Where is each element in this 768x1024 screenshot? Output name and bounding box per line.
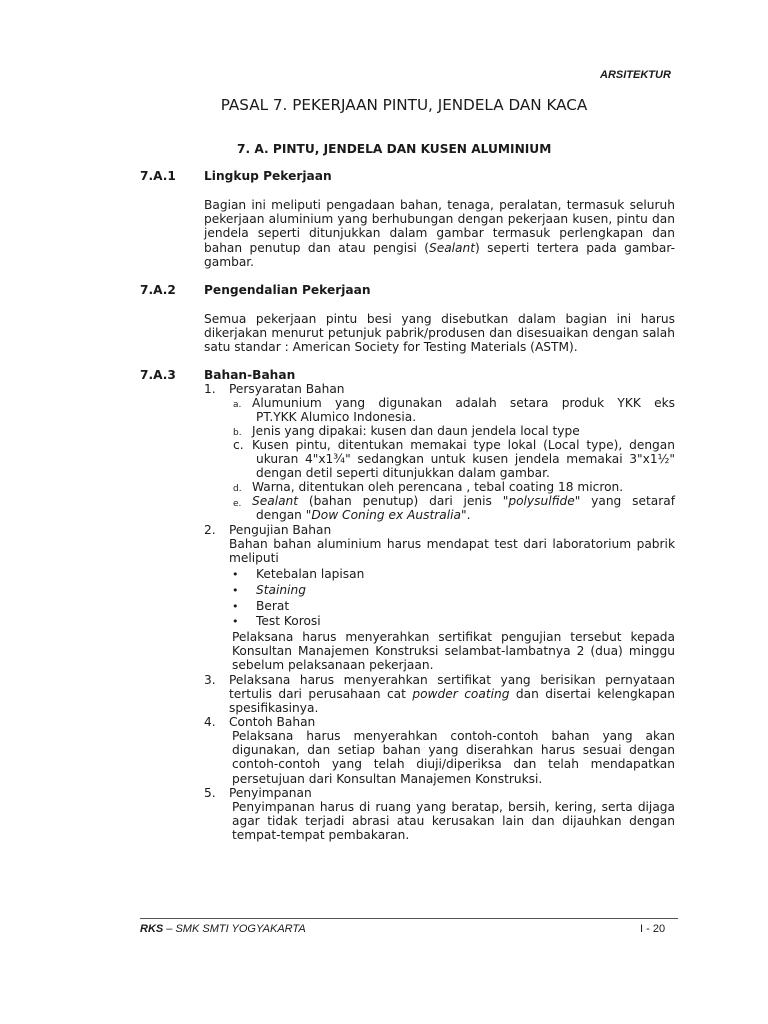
section-heading: Lingkup Pekerjaan <box>204 169 332 183</box>
bullet-text: Staining <box>256 583 306 597</box>
bullet-marker: • <box>232 600 239 613</box>
section-heading: Bahan-Bahan <box>204 368 296 382</box>
sub-item-text: PT.YKK Alumico Indonesia. <box>256 410 417 424</box>
header-category: ARSITEKTUR <box>600 69 671 81</box>
section-paragraph: Bagian ini meliputi pengadaan bahan, tenaga, peralatan, termasuk seluruh pekerjaan aluminium yang berhubungan dengan pekerjaan kusen, pintu dan jendela seperti ditunjukkan dalam gambar termasuk perlengkapan dan bahan penutup dan atau pengisi (Sealant) seperti tertera pada gambar-gambar. <box>204 198 675 269</box>
list-number: 3. <box>204 673 216 687</box>
section-number: 7.A.1 <box>140 169 176 183</box>
section-number: 7.A.3 <box>140 368 176 382</box>
section-heading: Pengendalian Pekerjaan <box>204 283 371 297</box>
sub-item-text: Warna, ditentukan oleh perencana , tebal coating 18 micron. <box>252 480 624 494</box>
bullet-marker: • <box>232 584 239 597</box>
page-title: PASAL 7. PEKERJAAN PINTU, JENDELA DAN KACA <box>220 96 588 114</box>
section-paragraph: Semua pekerjaan pintu besi yang disebutkan dalam bagian ini harus dikerjakan menurut petunjuk pabrik/produsen dan disesuaikan dengan salah satu standar : American Society for Testing Materials (ASTM). <box>204 312 675 355</box>
footer-text: RKS – SMK SMTI YOGYAKARTA <box>140 923 306 935</box>
sub-marker: a. <box>233 400 242 410</box>
sub-marker: c. <box>233 438 244 452</box>
footer-divider <box>140 918 678 919</box>
list-item-body: Penyimpanan harus di ruang yang beratap, bersih, kering, serta dijaga agar tidak terjadi abrasi atau kerusakan lain dan dijauhkan dengan tempat-tempat pembakaran. <box>232 800 675 843</box>
bullet-text: Ketebalan lapisan <box>256 567 365 581</box>
list-item-body: Bahan bahan aluminium harus mendapat test dari laboratorium pabrik meliputi <box>229 537 675 566</box>
page-number: I - 20 <box>640 923 666 935</box>
sub-item-text: ukuran 4"x1¾" sedangkan untuk kusen jendela memakai 3"x1½" dengan detil seperti ditunjukkan dalam gambar. <box>256 452 675 481</box>
list-number: 4. <box>204 715 216 729</box>
bullet-text: Test Korosi <box>256 614 321 628</box>
sub-marker: e. <box>233 499 242 509</box>
sub-item-text: Sealant (bahan penutup) dari jenis "polysulfide" yang setaraf <box>252 494 675 508</box>
sub-marker: d. <box>233 484 242 494</box>
sub-marker: b. <box>233 428 242 438</box>
sub-item-text: Jenis yang dipakai: kusen dan daun jendela local type <box>252 424 580 438</box>
section-number: 7.A.2 <box>140 283 176 297</box>
sub-item-text: Kusen pintu, ditentukan memakai type lokal (Local type), dengan <box>252 438 675 452</box>
list-number: 1. <box>204 382 216 396</box>
sub-item-text: Alumunium yang digunakan adalah setara produk YKK eks <box>252 396 675 410</box>
list-item-body: Pelaksana harus menyerahkan contoh-contoh bahan yang akan digunakan, dan setiap bahan yang diserahkan harus sesuai dengan contoh-contoh yang telah diuji/diperiksa dan telah mendapatkan persetujuan dari Konsultan Manajemen Konstruksi. <box>232 729 675 786</box>
list-item-title: Contoh Bahan <box>229 715 316 729</box>
bullet-marker: • <box>232 615 239 628</box>
list-item-title: Penyimpanan <box>229 786 312 800</box>
sub-item-text: dengan "Dow Coning ex Australia". <box>256 508 471 522</box>
list-item-body: Pelaksana harus menyerahkan sertifikat yang berisikan pernyataan tertulis dari perusahaan cat powder coating dan disertai kelengkapan spesifikasinya. <box>229 673 675 716</box>
list-item-body: Pelaksana harus menyerahkan sertifikat pengujian tersebut kepada Konsultan Manajemen Konstruksi selambat-lambatnya 2 (dua) minggu sebelum pelaksanaan pekerjaan. <box>232 630 675 673</box>
list-number: 5. <box>204 786 216 800</box>
bullet-text: Berat <box>256 599 290 613</box>
list-number: 2. <box>204 523 216 537</box>
list-item-title: Pengujian Bahan <box>229 523 332 537</box>
list-item-title: Persyaratan Bahan <box>229 382 345 396</box>
bullet-marker: • <box>232 568 239 581</box>
chapter-subtitle: 7. A. PINTU, JENDELA DAN KUSEN ALUMINIUM <box>237 142 552 156</box>
